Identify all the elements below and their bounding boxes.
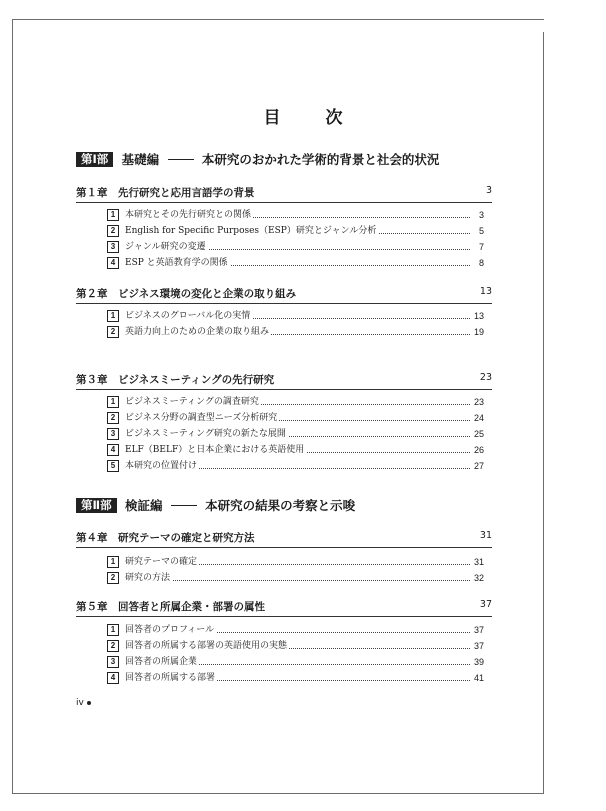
chapter-title: 第５章 回答者と所属企業・部署の属性 [76, 601, 265, 613]
section-title: ジャンル研究の変遷 [125, 242, 206, 252]
section-number: 2 [107, 412, 119, 424]
part-description: 本研究の結果の考察と示唆 [205, 498, 356, 513]
toc-entry[interactable] [107, 572, 484, 586]
toc-entry[interactable] [107, 412, 484, 426]
toc-entry[interactable] [107, 326, 484, 340]
section-title: ビジネス分野の調査型ニーズ分析研究 [125, 413, 278, 423]
toc-entry[interactable] [107, 556, 484, 570]
section-title: ビジネスミーティングの調査研究 [125, 397, 259, 407]
toc-entry[interactable] [107, 257, 484, 271]
toc-entry[interactable] [107, 624, 484, 638]
toc-entry[interactable] [107, 241, 484, 255]
section-number: 4 [107, 257, 119, 269]
chapter-page: 31 [479, 530, 492, 541]
section-page: 26 [473, 445, 484, 455]
section-number: 2 [107, 640, 119, 652]
chapter-rule [76, 547, 492, 548]
toc-entry[interactable] [107, 460, 484, 474]
section-number: 1 [107, 624, 119, 636]
toc-entry[interactable] [107, 656, 484, 670]
section-page: 23 [473, 397, 484, 407]
section-page: 41 [473, 673, 484, 683]
chapter-heading-4[interactable] [76, 530, 492, 545]
section-number: 1 [107, 209, 119, 221]
toc-entry[interactable] [107, 396, 484, 410]
section-title: 回答者の所属する部署の英語使用の実態 [125, 641, 288, 651]
page-title: 目 次 [263, 108, 357, 128]
section-page: 32 [473, 573, 484, 583]
toc-entry[interactable] [107, 428, 484, 442]
toc-entry[interactable] [107, 640, 484, 654]
section-page: 13 [473, 311, 484, 321]
section-title: ELF（BELF）と日本企業における英語使用 [125, 445, 305, 455]
chapter-heading-5[interactable] [76, 599, 492, 614]
chapter-page: 37 [479, 599, 492, 610]
chapter-rule [76, 303, 492, 304]
section-page: 7 [478, 242, 484, 252]
chapter-page: 13 [479, 286, 492, 297]
section-page: 25 [473, 429, 484, 439]
section-title: ビジネスのグローバル化の実情 [125, 311, 251, 321]
chapter-rule [76, 202, 492, 203]
toc-entry[interactable] [107, 225, 484, 239]
toc-entry[interactable] [107, 209, 484, 223]
section-number: 4 [107, 672, 119, 684]
section-number: 5 [107, 460, 119, 472]
page-number: iv [76, 698, 84, 708]
chapter-heading-3[interactable] [76, 372, 492, 387]
section-title: 本研究の位置付け [125, 461, 198, 471]
section-title: 英語力向上のための企業の取り組み [125, 327, 270, 337]
chapter-heading-1[interactable] [76, 185, 492, 200]
part-badge: 第Ⅱ部 [76, 498, 117, 513]
chapter-title: 第２章 ビジネス環境の変化と企業の取り組み [76, 288, 297, 300]
chapter-page: 3 [485, 185, 492, 196]
section-page: 8 [478, 258, 484, 268]
section-page: 27 [473, 461, 484, 471]
chapter-title: 第１章 先行研究と応用言語学の背景 [76, 187, 255, 199]
section-title: ESP と英語教育学の関係 [125, 258, 228, 268]
section-page: 5 [478, 226, 484, 236]
dash-rule [168, 159, 194, 160]
section-page: 31 [473, 557, 484, 567]
section-title: ビジネスミーティング研究の新たな展開 [125, 429, 286, 439]
section-title: 研究の方法 [125, 573, 171, 583]
section-number: 2 [107, 326, 119, 338]
section-page: 24 [473, 413, 484, 423]
toc-entry[interactable] [107, 444, 484, 458]
section-page: 37 [473, 625, 484, 635]
section-title: 回答者のプロフィール [125, 625, 215, 635]
section-number: 3 [107, 428, 119, 440]
section-title: 回答者の所属企業 [125, 657, 198, 667]
section-title: 本研究とその先行研究との関係 [125, 210, 252, 220]
bullet-dot-icon [87, 701, 91, 705]
part-heading-1 [76, 152, 516, 168]
page-footer [76, 698, 91, 708]
leader-dots [125, 580, 470, 581]
toc-entry[interactable] [107, 310, 484, 324]
section-title: 研究テーマの確定 [125, 557, 198, 567]
chapter-page: 23 [479, 372, 492, 383]
section-title: 回答者の所属する部署 [125, 673, 216, 683]
section-number: 2 [107, 572, 119, 584]
section-page: 19 [473, 327, 484, 337]
part-heading-2 [76, 498, 516, 514]
part-name: 検証編 [124, 498, 163, 513]
section-number: 4 [107, 444, 119, 456]
chapter-title: 第４章 研究テーマの確定と研究方法 [76, 532, 255, 544]
chapter-heading-2[interactable] [76, 286, 492, 301]
section-title: English for Specific Purposes（ESP）研究とジャンル分析 [125, 226, 377, 236]
section-number: 1 [107, 556, 119, 568]
section-number: 3 [107, 656, 119, 668]
section-number: 2 [107, 225, 119, 237]
chapter-rule [76, 616, 492, 617]
dash-rule [171, 505, 197, 506]
part-name: 基礎編 [121, 152, 160, 167]
part-description: 本研究のおかれた学術的背景と社会的状況 [201, 152, 440, 167]
section-number: 1 [107, 310, 119, 322]
part-badge: 第Ⅰ部 [76, 152, 113, 167]
section-page: 3 [478, 210, 484, 220]
chapter-rule [76, 389, 492, 390]
toc-entry[interactable] [107, 672, 484, 686]
section-number: 3 [107, 241, 119, 253]
section-number: 1 [107, 396, 119, 408]
section-page: 39 [473, 657, 484, 667]
section-page: 37 [473, 641, 484, 651]
chapter-title: 第３章 ビジネスミーティングの先行研究 [76, 374, 275, 386]
